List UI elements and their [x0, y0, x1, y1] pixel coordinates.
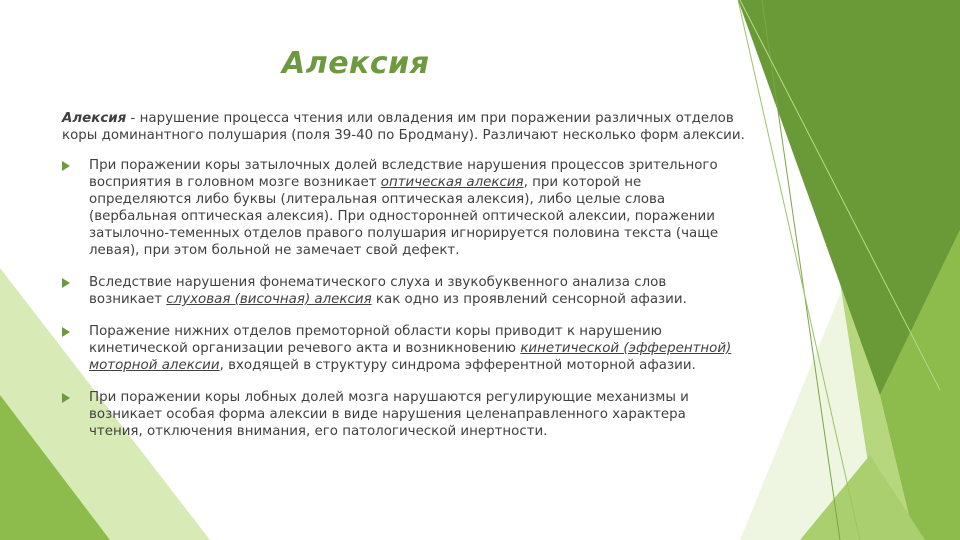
arrow-bullet-icon	[62, 278, 70, 288]
bullet-term: кинетической (эфферентной) моторной алексии	[89, 341, 732, 373]
bullet-term: слуховая (височная) алексия	[166, 292, 372, 307]
bullet-text: как одно из проявлений сенсорной афазии.	[371, 292, 687, 307]
bullet-text: Поражение нижних отделов премоторной области коры приводит к нарушению кинетической организации речевого акта и возникновению	[89, 324, 662, 356]
intro-term: Алексия	[62, 111, 127, 126]
arrow-bullet-icon	[62, 327, 70, 337]
bullet-item	[62, 157, 737, 259]
bullet-item	[62, 323, 737, 374]
intro-paragraph	[62, 110, 752, 144]
bullet-text: , при которой не определяются либо буквы (литеральная оптическая алексия), либо целые слова (вербальная оптическая алексия). При односторонней оптической алексии, поражении затылочно-теменных отделов правого полушария игнорируется половина текста (чаще левая), при этом больной не замечает свой дефект.	[89, 175, 719, 258]
bullet-text: , входящей в структуру синдрома эфферентной моторной афазии.	[219, 358, 696, 373]
arrow-bullet-icon	[62, 161, 70, 171]
bullet-text: При поражении коры затылочных долей вследствие нарушения процессов зрительного восприятия в головном мозге возникает	[89, 158, 718, 190]
bullet-term: оптическая алексия	[380, 175, 524, 190]
slide-title: Алексия	[282, 46, 430, 81]
bullet-text: При поражении коры лобных долей мозга нарушаются регулирующие механизмы и возникает особая форма алексии в виде нарушения целенаправленного характера чтения, отключения внимания, его патологической инертности.	[89, 390, 689, 439]
bullet-list	[62, 157, 737, 440]
bullet-text: Вследствие нарушения фонематического слуха и звукобуквенного анализа слов возникает	[89, 275, 667, 307]
bullet-item	[62, 274, 737, 308]
arrow-bullet-icon	[62, 393, 70, 403]
intro-text: - нарушение процесса чтения или овладения им при поражении различных отделов коры доминантного полушария (поля 39-40 по Бродману). Различают несколько форм алексии.	[62, 111, 745, 143]
bullet-item	[62, 389, 737, 440]
